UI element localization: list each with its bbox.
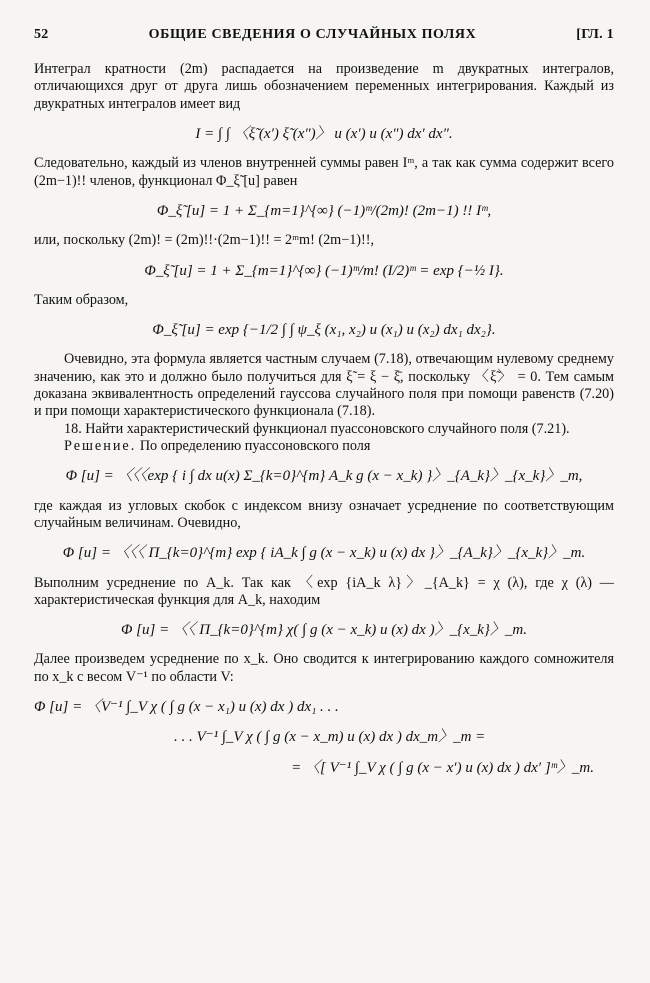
paragraph-integral-multiplicity: Интеграл кратности (2m) распадается на произведение m двукратных интегралов, отличающихся друг от друга лишь обозначением переменных интегрирования. Каждый из двукратных интегралов имеет вид [34,61,614,112]
paragraph-averaging-xk: Далее произведем усреднение по x_k. Оно сводится к интегрированию каждого сомножителя по x_k с весом V⁻¹ по области V: [34,651,614,685]
book-page [34,26,614,789]
paragraph-angle-brackets: где каждая из угловых скобок с индексом внизу означает усреднение по соответствующим случайным величинам. Очевидно, [34,497,614,531]
page-header [34,26,614,43]
solution-text: По определению пуассоновского поля [136,438,371,455]
paragraph-consequently: Следовательно, каждый из членов внутренней суммы равен Iᵐ, а так как сумма содержит всего (2m−1)!! членов, функционал Φ_ξ̃ [u] равен [34,155,614,189]
page-number: 52 [34,27,49,42]
solution-label: Решение. [64,438,137,455]
equation-product-chi: Φ [u] = 〈〈 Π_{k=0}^{m} χ( ∫ g (x − x_k) u (x) dx )〉_{x_k}〉_m. [121,622,527,639]
equation-average-line1: Φ [u] = 〈V⁻¹ ∫_V χ ( ∫ g (x − x₁) u (x) dx ) dx₁ . . . [34,699,339,716]
paragraph-since-factorial: или, поскольку (2m)! = (2m)!!·(2m−1)!! = 2ᵐm! (2m−1)!!, [34,232,375,249]
equation-average-line2: . . . V⁻¹ ∫_V χ ( ∫ g (x − x_m) u (x) dx ) dx_m〉_m = [174,729,486,746]
equation-average-line3: = 〈[ V⁻¹ ∫_V χ ( ∫ g (x − x′) u (x) dx ) dx′ ]ᵐ〉_m. [291,759,594,776]
paragraph-obviously: Очевидно, эта формула является частным случаем (7.18), отвечающим нулевому среднему значению, как это и должно было получиться для ξ̃ = ξ − ξ̄, поскольку 〈ξ̃〉 = 0. Тем самым доказана эквивалентность определений гауссова случайного поля при помощи равенств (7.20) и при помощи характеристического функционала (7.18). [34,351,614,420]
equation-poisson-functional: Φ [u] = 〈〈〈exp { i ∫ dx u(x) Σ_{k=0}^{m} A_k g (x − x_k) }〉_{A_k}〉_{x_k}〉_m, [65,468,583,485]
solution-intro [34,438,614,455]
equation-gaussian-functional: Φ_ξ̃ [u] = exp {−1/2 ∫ ∫ ψ_ξ (x₁, x₂) u (x₁) u (x₂) dx₁ dx₂}. [152,322,496,339]
equation-double-integral: I = ∫ ∫ 〈ξ̃ (x′) ξ̃ (x″)〉 u (x′) u (x″) dx′ dx″. [195,126,453,143]
paragraph-thus: Таким образом, [34,291,129,308]
chapter-label: [ГЛ. 1 [576,27,614,42]
equation-functional-sum: Φ_ξ̃ [u] = 1 + Σ_{m=1}^{∞} (−1)ᵐ/(2m)! (2m−1) !! Iᵐ, [156,202,492,219]
paragraph-averaging-ak: Выполним усреднение по A_k. Так как 〈exp {iA_k λ}〉_{A_k} = χ (λ), где χ (λ) — характеристическая функция для A_k, находим [34,574,614,608]
running-title: ОБЩИЕ СВЕДЕНИЯ О СЛУЧАЙНЫХ ПОЛЯХ [148,27,477,42]
equation-product-exp: Φ [u] = 〈〈〈 Π_{k=0}^{m} exp { iA_k ∫ g (x − x_k) u (x) dx }〉_{A_k}〉_{x_k}〉_m. [62,545,586,562]
problem-18: 18. Найти характеристический функционал пуассоновского случайного поля (7.21). [64,420,570,437]
equation-functional-exp: Φ_ξ̃ [u] = 1 + Σ_{m=1}^{∞} (−1)ᵐ/m! (I/2)ᵐ = exp {−½ I}. [144,262,504,279]
